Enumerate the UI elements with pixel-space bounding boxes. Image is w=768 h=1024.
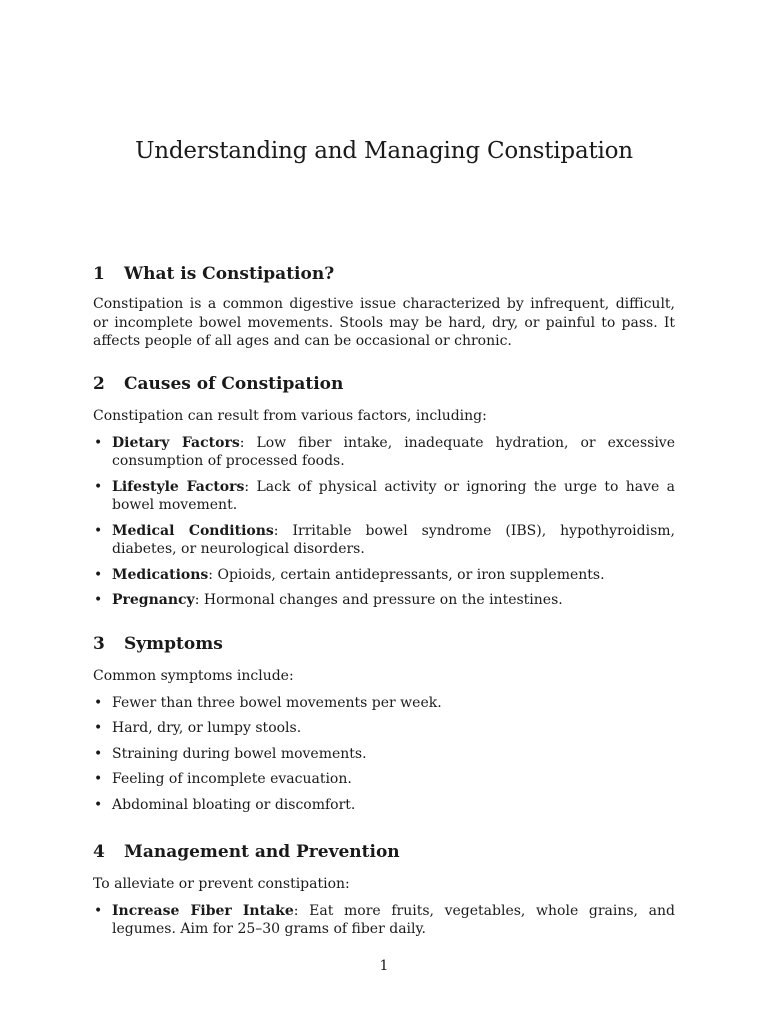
list-item-term: Medications <box>112 566 209 583</box>
list-item <box>93 591 675 610</box>
list-item <box>93 522 675 559</box>
list-item: • Straining during bowel movements. <box>93 745 675 764</box>
list-item <box>93 566 675 585</box>
section-management <box>93 841 675 939</box>
section-title: Causes of Constipation <box>124 374 344 394</box>
section-causes <box>93 373 675 610</box>
section-symptoms <box>93 633 675 814</box>
section-intro: Common symptoms include: <box>93 668 294 684</box>
causes-list <box>93 434 675 610</box>
list-item <box>93 478 675 515</box>
section-intro: Constipation can result from various factors, including: <box>93 408 487 424</box>
list-item: • Abdominal bloating or discomfort. <box>93 796 675 815</box>
section-what-is-constipation <box>93 263 675 351</box>
section-heading <box>93 263 675 285</box>
section-number: 4 <box>93 842 105 862</box>
list-item <box>93 434 675 471</box>
section-heading <box>93 633 675 655</box>
list-item-text: : Eat more fruits, vegetables, whole grains, and legumes. Aim for 25–30 grams of fiber daily. <box>112 902 675 937</box>
list-item-term: Pregnancy <box>112 592 195 608</box>
list-item-text: : Opioids, certain antidepressants, or iron supplements. <box>208 566 605 583</box>
list-item-text: : Low fiber intake, inadequate hydration, or excessive consumption of processed foods. <box>112 434 675 469</box>
document-title: Understanding and Managing Constipation <box>135 138 633 164</box>
management-list <box>93 902 675 939</box>
list-item: • Fewer than three bowel movements per week. <box>93 694 675 713</box>
section-number: 2 <box>93 374 105 394</box>
list-item-term: Lifestyle Factors <box>112 478 245 495</box>
list-item-term: Medical Conditions <box>112 522 274 539</box>
list-item-text: : Irritable bowel syndrome (IBS), hypothyroidism, diabetes, or neurological disorders. <box>112 522 675 557</box>
section-title: What is Constipation? <box>124 264 335 284</box>
section-intro: To alleviate or prevent constipation: <box>93 876 350 892</box>
section-heading <box>93 841 675 863</box>
page-number: 1 <box>379 958 389 974</box>
section-title: Symptoms <box>124 634 223 654</box>
section-paragraph: Constipation is a common digestive issue characterized by infrequent, difficult, or incomplete bowel movements. Stools may be hard, dry, or painful to pass. It affects people of all ages and can be occasional or chronic. <box>93 296 675 349</box>
list-item-term: Dietary Factors <box>112 434 240 451</box>
section-title: Management and Prevention <box>124 842 400 862</box>
list-item: • Hard, dry, or lumpy stools. <box>93 719 675 738</box>
list-item-term: Increase Fiber Intake <box>112 902 294 919</box>
list-item: • Feeling of incomplete evacuation. <box>93 770 675 789</box>
list-item-text: : Hormonal changes and pressure on the intestines. <box>194 592 563 608</box>
section-number: 1 <box>93 264 105 284</box>
list-item-text: : Lack of physical activity or ignoring the urge to have a bowel movement. <box>112 478 676 513</box>
section-heading <box>93 373 675 395</box>
list-item <box>93 902 675 939</box>
section-number: 3 <box>93 634 105 654</box>
symptoms-list <box>93 694 675 815</box>
